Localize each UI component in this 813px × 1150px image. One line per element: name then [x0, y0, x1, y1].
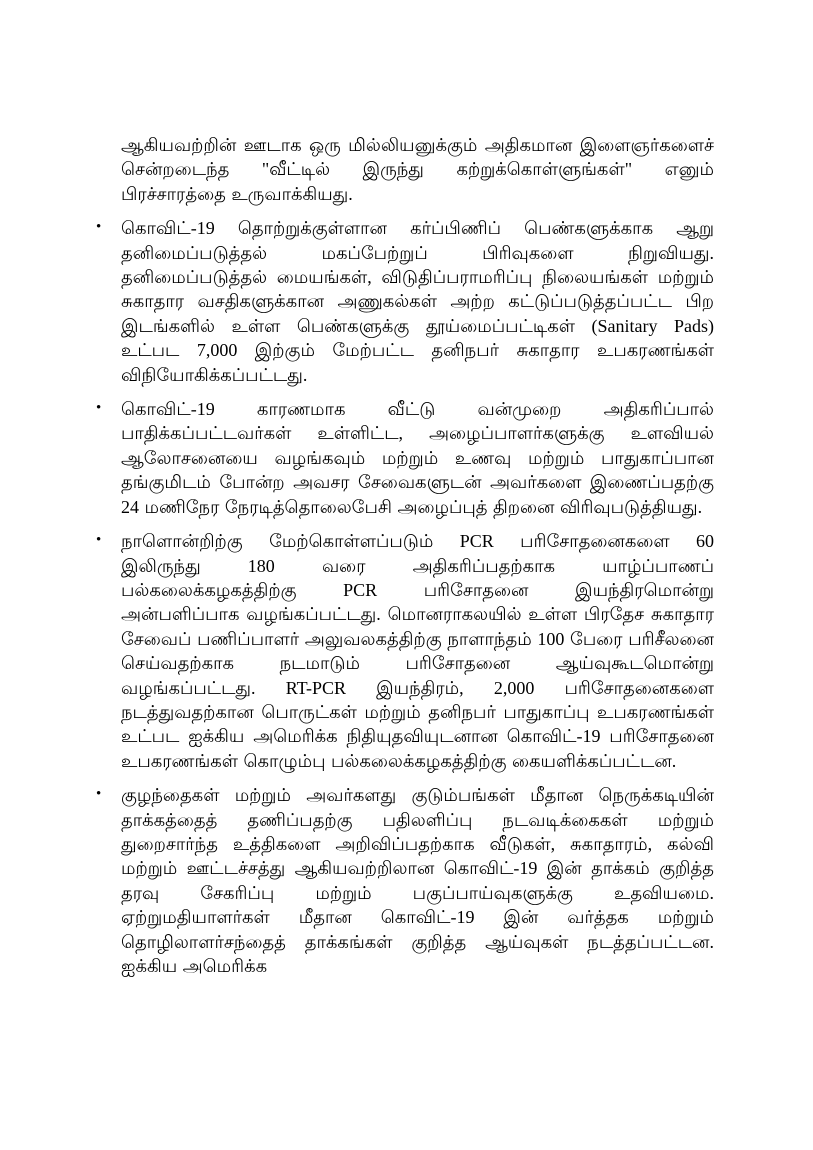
bullet-item-4 [96, 783, 714, 978]
bullet-3-text: நாளொன்றிற்கு மேற்கொள்ளப்படும் PCR பரிசோதனைகளை 60 இலிருந்து 180 வரை அதிகரிப்பதற்காக யாழ்ப்பாணப் பல்கலைக்கழகத்திற்கு PCR பரிசோதனை இயந்திரமொன்று அன்பளிப்பாக வழங்கப்பட்டது. மொனராகலயில் உள்ள பிரதேச சுகாதார சேவைப் பணிப்பாளர் அலுவலகத்திற்கு நாளாந்தம் 100 பேரை பரிசீலனை செய்வதற்காக நடமாடும் பரிசோதனை ஆய்வுகூடமொன்று வழங்கப்பட்டது. RT-PCR இயந்திரம், 2,000 பரிசோதனைகளை நடத்துவதற்கான பொருட்கள் மற்றும் தனிநபர் பாதுகாப்பு உபகரணங்கள் உட்பட ஐக்கிய அமெரிக்க நிதியுதவியுடனான கொவிட்-19 பரிசோதனை உபகரணங்கள் கொழும்பு பல்கலைக்கழகத்திற்கு கையளிக்கப்பட்டன. [121, 531, 714, 771]
bullet-item-2 [96, 397, 714, 519]
text-block [96, 133, 714, 988]
bullet-item-1 [96, 216, 714, 387]
bullet-icon: • [96, 219, 102, 236]
intro-continuation-paragraph: ஆகியவற்றின் ஊடாக ஒரு மில்லியனுக்கும் அதிகமான இளைஞர்களைச் சென்றடைந்த "வீட்டில் இருந்து கற்றுக்கொள்ளுங்கள்" எனும் பிரச்சாரத்தை உருவாக்கியது. [121, 135, 714, 204]
bullet-icon: • [96, 400, 102, 417]
bullet-icon: • [96, 786, 102, 803]
bullet-4-text: குழந்தைகள் மற்றும் அவர்களது குடும்பங்கள் மீதான நெருக்கடியின் தாக்கத்தைத் தணிப்பதற்கு பதிலளிப்பு நடவடிக்கைகள் மற்றும் துறைசார்ந்த உத்திகளை அறிவிப்பதற்காக வீடுகள், சுகாதாரம், கல்வி மற்றும் ஊட்டச்சத்து ஆகியவற்றிலான கொவிட்-19 இன் தாக்கம் குறித்த தரவு சேகரிப்பு மற்றும் பகுப்பாய்வுகளுக்கு உதவியமை. ஏற்றுமதியாளர்கள் மீதான கொவிட்-19 இன் வர்த்தக மற்றும் தொழிலாளர்சந்தைத் தாக்கங்கள் குறித்த ஆய்வுகள் நடத்தப்பட்டன. ஐக்கிய அமெரிக்க [121, 785, 714, 976]
bullet-item-3 [96, 529, 714, 773]
bullet-icon: • [96, 532, 102, 549]
bullet-1-text: கொவிட்-19 தொற்றுக்குள்ளான கர்ப்பிணிப் பெண்களுக்காக ஆறு தனிமைப்படுத்தல் மகப்பேற்றுப் பிரிவுகளை நிறுவியது. தனிமைப்படுத்தல் மையங்கள், விடுதிப்பராமரிப்பு நிலையங்கள் மற்றும் சுகாதார வசதிகளுக்கான அணுகல்கள் அற்ற கட்டுப்படுத்தப்பட்ட பிற இடங்களில் உள்ள பெண்களுக்கு தூய்மைப்பட்டிகள் (Sanitary Pads) உட்பட 7,000 இற்கும் மேற்பட்ட தனிநபர் சுகாதார உபகரணங்கள் விநியோகிக்கப்பட்டது. [121, 218, 714, 385]
bullet-2-text: கொவிட்-19 காரணமாக வீட்டு வன்முறை அதிகரிப்பால் பாதிக்கப்பட்டவர்கள் உள்ளிட்ட, அழைப்பாளர்களுக்கு உளவியல் ஆலோசனையை வழங்கவும் மற்றும் உணவு மற்றும் பாதுகாப்பான தங்குமிடம் போன்ற அவசர சேவைகளுடன் அவர்களை இணைப்பதற்கு 24 மணிநேர நேரடித்தொலைபேசி அழைப்புத் திறனை விரிவுபடுத்தியது. [121, 399, 714, 517]
